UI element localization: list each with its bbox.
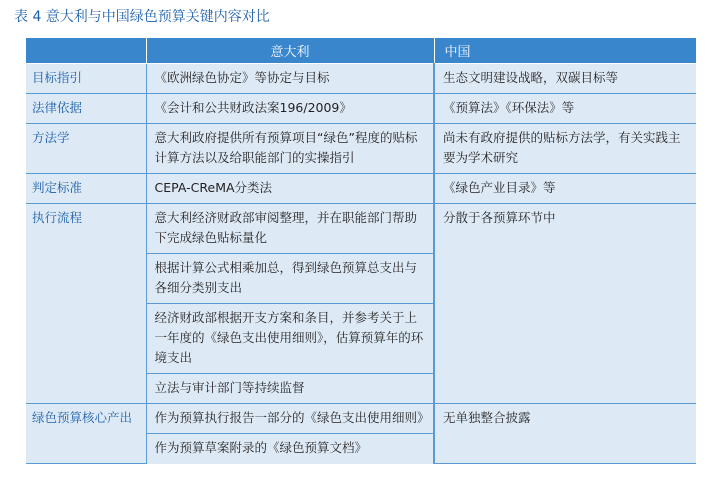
- row-label: 绿色预算核心产出: [26, 404, 146, 464]
- italy-cell: 意大利政府提供所有预算项目“绿色”程度的贴标计算方法以及给职能部门的实操指引: [146, 124, 434, 174]
- china-cell: 《预算法》《环保法》等: [434, 94, 696, 124]
- table-row: [26, 404, 696, 434]
- china-cell: 《绿色产业目录》等: [434, 174, 696, 204]
- china-cell: 无单独整合披露: [434, 404, 696, 464]
- header-china: 中国: [434, 38, 696, 64]
- header-blank: [26, 38, 146, 64]
- china-cell: 尚未有政府提供的贴标方法学，有关实践主要为学术研究: [434, 124, 696, 174]
- italy-cell: 意大利经济财政部审阅整理，并在职能部门帮助下完成绿色贴标量化: [146, 204, 434, 254]
- table-row: [26, 94, 696, 124]
- italy-cell: CEPA-CReMA分类法: [146, 174, 434, 204]
- italy-cell: 作为预算草案附录的《绿色预算文档》: [146, 434, 434, 464]
- table-row: [26, 204, 696, 254]
- italy-cell: 作为预算执行报告一部分的《绿色支出使用细则》: [146, 404, 434, 434]
- row-label: 判定标准: [26, 174, 146, 204]
- row-label: 目标指引: [26, 64, 146, 94]
- china-cell: 生态文明建设战略，双碳目标等: [434, 64, 696, 94]
- italy-cell: 根据计算公式相乘加总，得到绿色预算总支出与各细分类别支出: [146, 254, 434, 304]
- italy-cell: 经济财政部根据开支方案和条目，并参考关于上一年度的《绿色支出使用细则》，估算预算年的环境支出: [146, 304, 434, 374]
- table-row: [26, 124, 696, 174]
- italy-cell: 立法与审计部门等持续监督: [146, 374, 434, 404]
- row-label: 执行流程: [26, 204, 146, 404]
- italy-cell: 《欧洲绿色协定》等协定与目标: [146, 64, 434, 94]
- italy-cell: 《会计和公共财政法案196/2009》: [146, 94, 434, 124]
- header-italy: 意大利: [146, 38, 434, 64]
- row-label: 法律依据: [26, 94, 146, 124]
- row-label: 方法学: [26, 124, 146, 174]
- table-row: [26, 174, 696, 204]
- table-caption: 表 4 意大利与中国绿色预算关键内容对比: [14, 9, 270, 25]
- table-header-row: [26, 38, 696, 64]
- table-row: [26, 64, 696, 94]
- china-cell: 分散于各预算环节中: [434, 204, 696, 404]
- comparison-table: [26, 38, 696, 464]
